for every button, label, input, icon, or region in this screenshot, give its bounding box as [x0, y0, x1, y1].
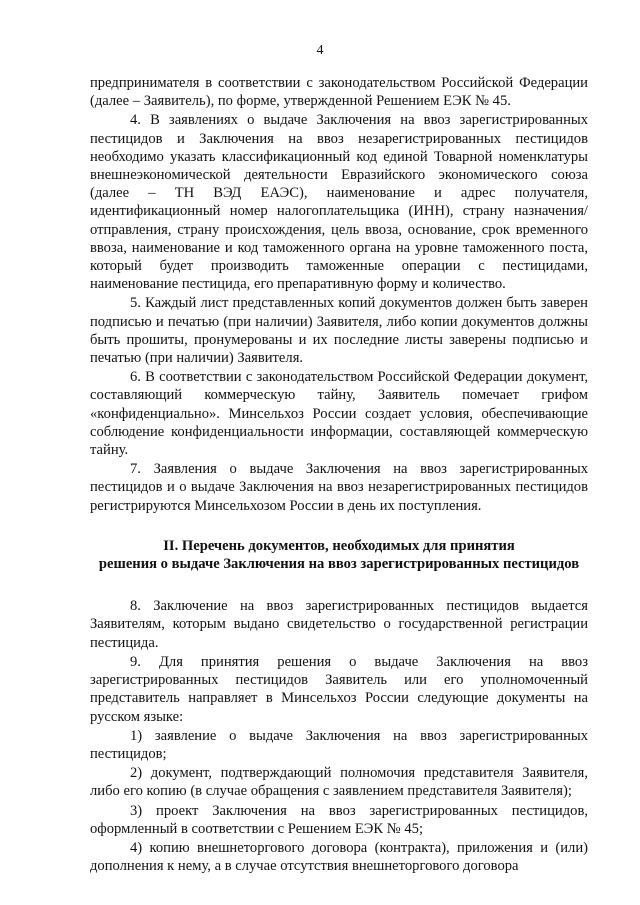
section-heading	[90, 537, 588, 573]
paragraph-6: 6. В соответствии с законодательством Российской Федерации документ, составляющий коммерческую тайну, Заявитель помечает грифом «конфиденциально». Минсельхоз России создает условия, обеспечивающие соблюдение конфиденциальности информации, составляющей коммерческую тайну.	[90, 369, 588, 459]
paragraph-4: 4. В заявлениях о выдаче Заключения на ввоз зарегистрированных пестицидов и Заключения на ввоз незарегистрированных пестицидов необходимо указать классификационный код единой Товарной номенклатуры внешнеэкономической деятельности Евразийского экономического союза (далее – ТН ВЭД ЕАЭС), наименование и адрес получателя, идентификационный номер налогоплательщика (ИНН), страну назначения/отправления, страну происхождения, цель ввоза, основание, срок временного ввоза, наименование и код таможенного органа на уровне таможенного поста, который будет производить таможенные операции с пестицидами, наименование пестицида, его препаративную форму и количество.	[90, 112, 588, 293]
section-heading-line-1: II. Перечень документов, необходимых для принятия	[163, 537, 515, 554]
list-item-3: 3) проект Заключения на ввоз зарегистрированных пестицидов, оформленный в соответствии с Решением ЕЭК № 45;	[90, 802, 588, 837]
paragraph-8: 8. Заключение на ввоз зарегистрированных пестицидов выдается Заявителям, которым выдано свидетельство о государственной регистрации пестицида.	[90, 598, 588, 651]
paragraph-continuation: предпринимателя в соответствии с законодательством Российской Федерации (далее – Заявитель), по форме, утвержденной Решением ЕЭК № 45.	[90, 75, 588, 110]
section-heading-line-2: решения о выдаче Заключения на ввоз зарегистрированных пестицидов	[98, 556, 580, 573]
paragraph-9: 9. Для принятия решения о выдаче Заключения на ввоз зарегистрированных пестицидов Заявитель или его уполномоченный представитель направляет в Минсельхоз России следующие документы на русском языке:	[90, 653, 588, 725]
paragraph-5: 5. Каждый лист представленных копий документов должен быть заверен подписью и печатью (при наличии) Заявителя, либо копии документов должны быть прошиты, пронумерованы и их последние листы заверены подписью и печатью (при наличии) Заявителя.	[90, 295, 588, 367]
page-number: 4	[316, 43, 324, 58]
list-item-1: 1) заявление о выдаче Заключения на ввоз зарегистрированных пестицидов;	[90, 727, 588, 762]
paragraph-7: 7. Заявления о выдаче Заключения на ввоз зарегистрированных пестицидов и о выдаче Заключения на ввоз незарегистрированных пестицидов регистрируются Минсельхозом России в день их поступления.	[90, 461, 588, 514]
list-item-2: 2) документ, подтверждающий полномочия представителя Заявителя, либо его копию (в случае обращения с заявлением представителя Заявителя);	[90, 765, 588, 800]
list-item-4: 4) копию внешнеторгового договора (контракта), приложения и (или) дополнения к нему, а в случае отсутствия внешнеторгового договора	[90, 839, 588, 875]
document-body	[90, 74, 588, 876]
